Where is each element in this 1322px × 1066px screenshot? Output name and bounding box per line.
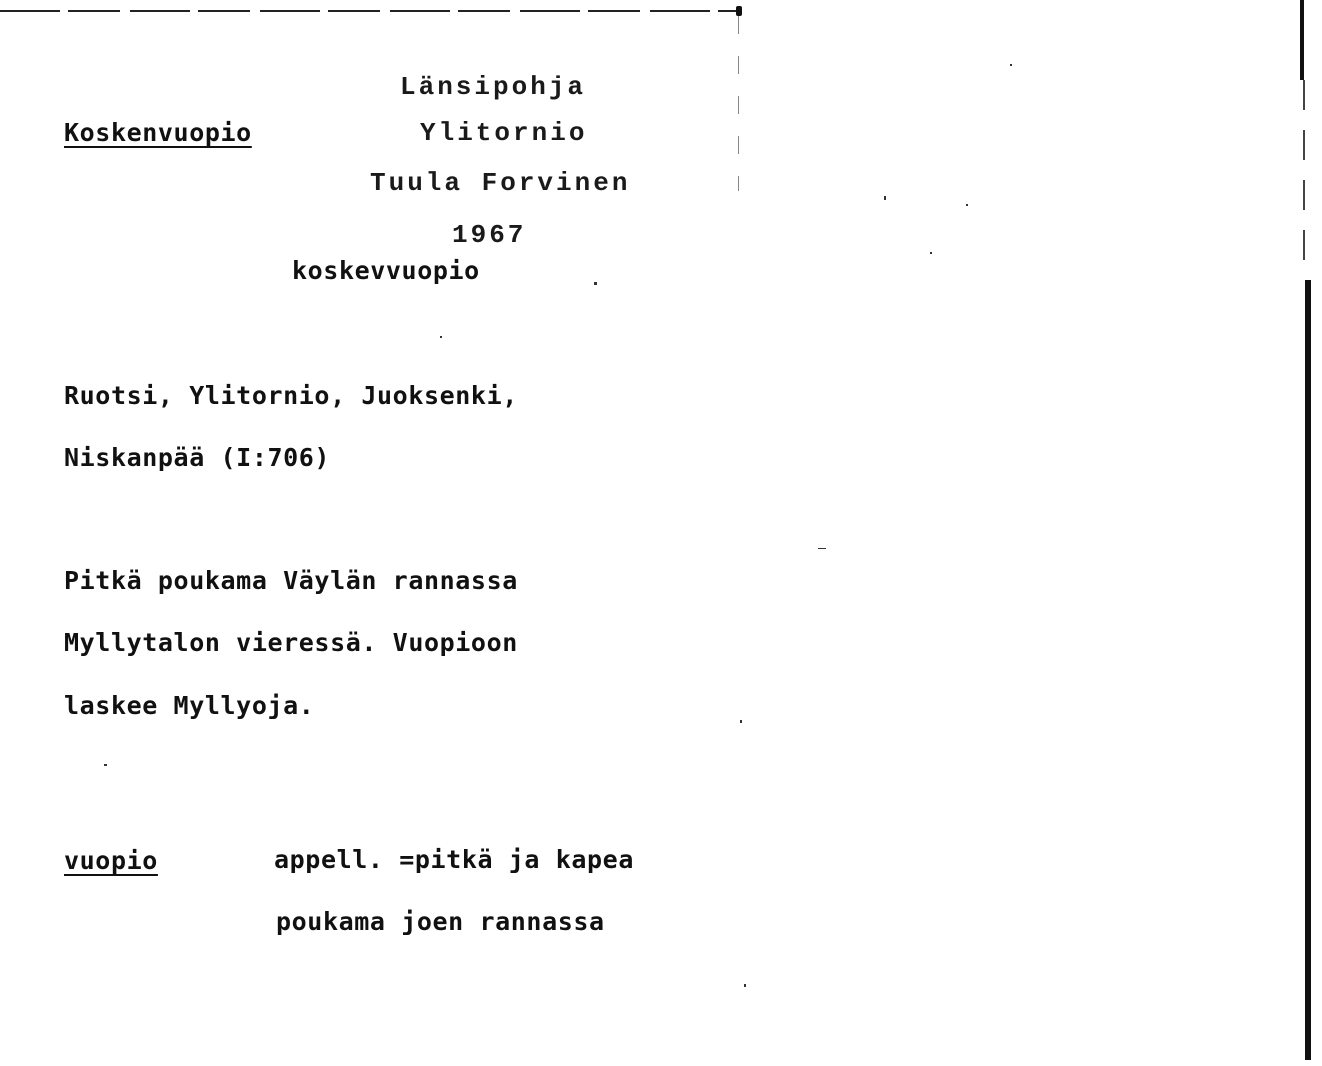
definition-line-2: poukama joen rannassa [276, 907, 605, 936]
dialect-form: koskevvuopio [292, 256, 480, 285]
description-line-1: Pitkä poukama Väylän rannassa [64, 566, 518, 595]
region-stamp: Länsipohja [400, 72, 587, 102]
scan-edge-middle [1303, 80, 1305, 280]
scan-speck [594, 282, 597, 285]
definition-line-1: appell. =pitkä ja kapea [274, 845, 634, 874]
term-heading: vuopio [64, 846, 158, 875]
location-line-1: Ruotsi, Ylitornio, Juoksenki, [64, 381, 518, 410]
card-corner-mark [736, 6, 742, 16]
collector-stamp: Tuula Forvinen [370, 168, 631, 198]
scan-speck [440, 336, 442, 338]
card-fold-line [738, 16, 739, 191]
parish-stamp: Ylitornio [420, 118, 588, 148]
scan-speck [966, 204, 968, 206]
description-line-2: Myllytalon vieressä. Vuopioon [64, 628, 518, 657]
scan-speck [930, 252, 932, 254]
scan-speck [104, 764, 107, 766]
scan-speck [884, 196, 886, 200]
scan-speck [744, 984, 746, 987]
scan-speck [1010, 64, 1012, 66]
card-top-rule [0, 10, 742, 12]
description-line-3: laskee Myllyoja. [64, 691, 315, 720]
location-line-2: Niskanpää (I:706) [64, 443, 331, 472]
place-name-heading: Koskenvuopio [64, 118, 252, 147]
scan-speck [740, 720, 742, 723]
scan-speck [818, 548, 826, 549]
year-stamp: 1967 [452, 220, 527, 250]
scan-edge-bottom [1305, 280, 1311, 1060]
scan-edge-top [1300, 0, 1304, 80]
